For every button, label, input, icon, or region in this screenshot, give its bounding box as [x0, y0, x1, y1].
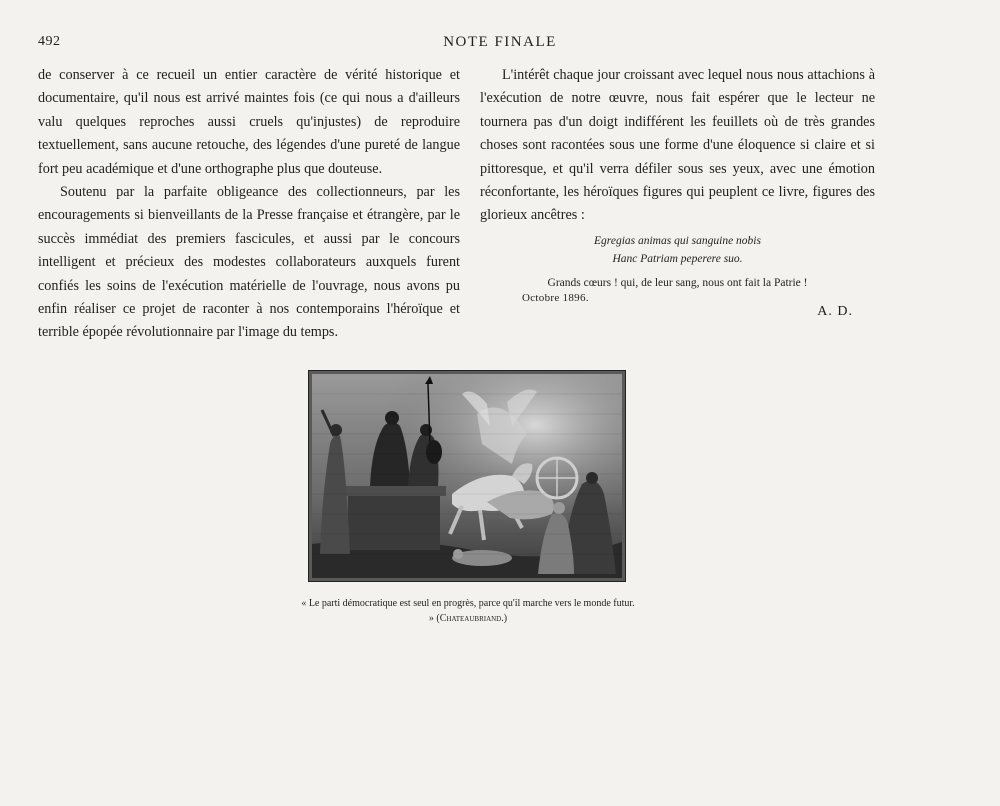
- author-signature: A. D.: [817, 303, 853, 319]
- verse-line-1: Egregias animas qui sanguine nobis: [594, 234, 761, 247]
- engraving-illustration: [308, 370, 626, 582]
- right-paragraph-1: L'intérêt chaque jour croissant avec lequel nous nous attachions à l'exécution de notre œuvre, nous fait espérer que le lecteur ne tournera pas d'un doigt indifférent les feuillets où de très grandes choses sont racontées sous une forme d'une éloquence si claire et si pittoresque, et qu'il verra défiler sous ses yeux, avec une émotion réconfortante, les héroïques figures qui peuplent ce livre, figures des glorieux ancêtres :: [480, 67, 875, 224]
- verse-line-2: Hanc Patriam peperere suo.: [612, 252, 743, 265]
- verse-translation: Grands cœurs ! qui, de leur sang, nous ont fait la Patrie !: [547, 276, 808, 289]
- allegorical-engraving-image: [312, 374, 622, 578]
- date-line: Octobre 1896.: [522, 292, 589, 304]
- latin-verse: [480, 232, 875, 268]
- page-number: 492: [38, 34, 61, 49]
- caption-source: (Chateaubriand.): [436, 613, 508, 624]
- figure-caption: [300, 596, 636, 626]
- left-paragraph-2: Soutenu par la parfaite obligeance des collectionneurs, par les encouragements si bienveillants de la Presse française et étrangère, par le succès immédiat des premiers fascicules, et aussi par le concours intelligent et précieux des modestes collaborateurs auxquels furent confiés les soins de l'exécution matérielle de l'ouvrage, nous avons pu enfin réaliser ce projet de raconter à nos contemporains l'héroïque et terrible épopée révolutionnaire par l'image du temps.: [38, 184, 460, 341]
- running-title: NOTE FINALE: [443, 34, 557, 50]
- right-column: [480, 64, 875, 323]
- left-column: [38, 64, 460, 345]
- caption-quote: « Le parti démocratique est seul en progrès, parce qu'il marche vers le monde futur. »: [301, 598, 635, 624]
- running-header: [0, 34, 1000, 54]
- left-paragraph-1: de conserver à ce recueil un entier caractère de vérité historique et documentaire, qu'il nous est arrivé maintes fois (ce qui nous a d'ailleurs valu quelques reproches aussi cruels qu'injustes) de reproduire textuellement, sans aucune retouche, des légendes d'une pureté de langue fort peu académique et d'une orthographe plus que douteuse.: [38, 67, 460, 177]
